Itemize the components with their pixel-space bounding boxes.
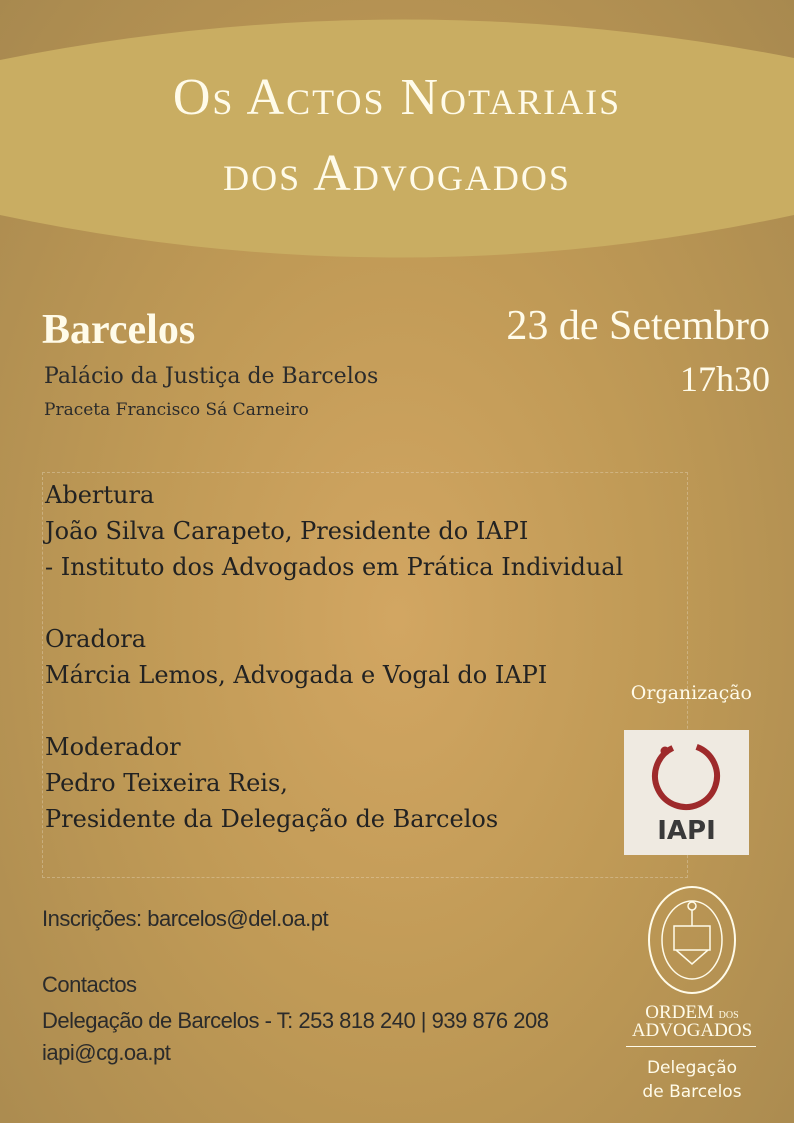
moderator-line-2: Presidente da Delegação de Barcelos <box>45 805 499 833</box>
registration-info: Inscrições: barcelos@del.oa.pt <box>42 906 329 931</box>
moderator-line-1: Pedro Teixeira Reis, <box>45 769 288 797</box>
contacts-delegation: Delegação de Barcelos - T: 253 818 240 | 939 876 208 <box>42 1008 549 1033</box>
delegation-line-2: de Barcelos <box>642 1082 742 1102</box>
opening-heading: Abertura <box>45 481 155 509</box>
program-box <box>42 472 688 878</box>
delegation-line-1: Delegação <box>646 1058 738 1078</box>
contacts-email: iapi@cg.oa.pt <box>42 1040 171 1065</box>
program-speaker <box>45 621 547 693</box>
event-city: Barcelos <box>42 307 196 353</box>
title-banner <box>0 0 794 270</box>
ordem-advogados-name-line-1: ORDEM DOS <box>645 1002 739 1023</box>
contacts-heading: Contactos <box>42 972 137 997</box>
program-moderator <box>45 729 498 837</box>
moderator-heading: Moderador <box>45 733 181 761</box>
event-address: Praceta Francisco Sá Carneiro <box>44 400 309 420</box>
iapi-logo-text: IAPI <box>657 816 716 846</box>
opening-line-2: - Instituto dos Advogados em Prática Individual <box>45 553 624 581</box>
speaker-heading: Oradora <box>45 625 147 653</box>
speaker-line-1: Márcia Lemos, Advogada e Vogal do IAPI <box>45 661 548 689</box>
event-time: 17h30 <box>680 359 770 399</box>
ordem-advogados-seal-icon <box>646 884 738 996</box>
iapi-logo <box>624 730 749 855</box>
event-title-line-2: dos Advogados <box>223 145 571 202</box>
event-title-line-1: Os Actos Notariais <box>172 69 622 126</box>
program-opening <box>45 477 623 585</box>
opening-line-1: João Silva Carapeto, Presidente do IAPI <box>45 517 529 545</box>
divider <box>626 1046 756 1047</box>
event-date: 23 de Setembro <box>506 303 770 349</box>
event-venue: Palácio da Justiça de Barcelos <box>44 364 379 389</box>
organization-label: Organização <box>630 682 752 704</box>
ordem-advogados-name-line-2: ADVOGADOS <box>631 1020 753 1041</box>
